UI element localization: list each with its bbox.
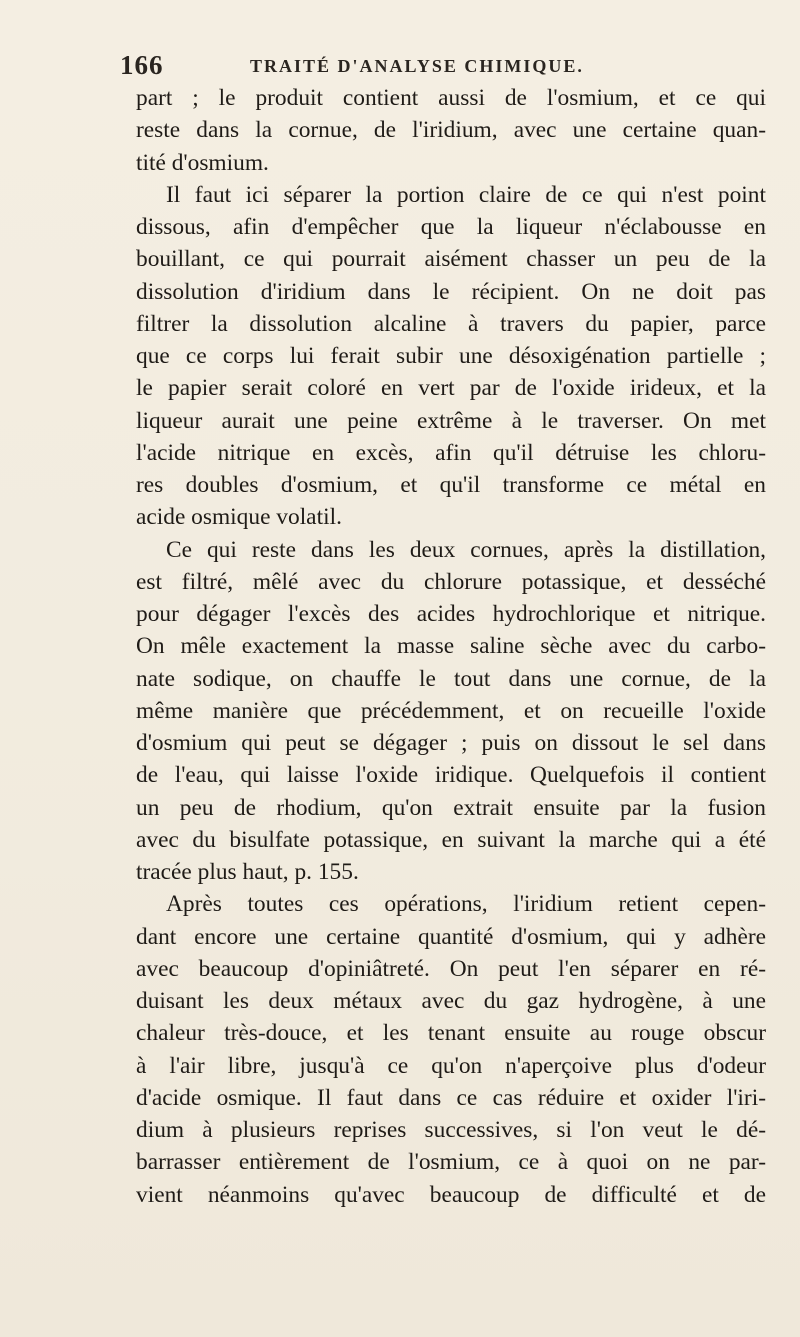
text-line: On mêle exactement la masse saline sèche avec du carbo- [136,633,766,660]
text-line: dant encore une certaine quantité d'osmium, qui y adhère [136,923,766,950]
text-line: l'acide nitrique en excès, afin qu'il détruise les chloru- [136,439,766,466]
text-line: vient néanmoins qu'avec beaucoup de difficulté et de [136,1181,766,1208]
page-number: 166 [120,50,164,80]
text-line: est filtré, mêlé avec du chlorure potassique, et desséché [136,568,766,595]
text-line: que ce corps lui ferait subir une désoxigénation partielle ; [136,343,766,369]
text-line: Il faut ici séparer la portion claire de ce qui n'est point [166,181,766,208]
page-header [120,50,740,84]
text-line: res doubles d'osmium, et qu'il transforme ce métal en [136,472,766,498]
running-title: TRAITÉ D'ANALYSE CHIMIQUE. [250,56,584,76]
text-line: acide osmique volatil. [136,504,342,531]
text-line: duisant les deux métaux avec du gaz hydrogène, à une [136,988,766,1014]
text-line: dium à plusieurs reprises successives, si l'on veut le dé- [136,1117,766,1143]
text-line: reste dans la cornue, de l'iridium, avec une certaine quan- [136,117,766,144]
text-line: dissolution d'iridium dans le récipient. On ne doit pas [136,278,766,305]
text-line: à l'air libre, jusqu'à ce qu'on n'aperçoive plus d'odeur [136,1052,766,1079]
text-line: d'acide osmique. Il faut dans ce cas réduire et oxider l'iri- [136,1084,766,1111]
text-line: Après toutes ces opérations, l'iridium retient cepen- [166,891,766,918]
text-line: bouillant, ce qui pourrait aisément chasser un peu de la [136,246,766,273]
text-line: Ce qui reste dans les deux cornues, après la distillation, [166,536,766,563]
text-line: tracée plus haut, p. 155. [136,859,359,885]
text-line: barrasser entièrement de l'osmium, ce à quoi on ne par- [136,1149,766,1176]
text-line: avec du bisulfate potassique, en suivant la marche qui a été [136,826,766,853]
text-line: d'osmium qui peut se dégager ; puis on dissout le sel dans [136,730,766,756]
text-line: dissous, afin d'empêcher que la liqueur n'éclabousse en [136,214,766,240]
text-line: avec beaucoup d'opiniâtreté. On peut l'en séparer en ré- [136,955,766,982]
text-line: le papier serait coloré en vert par de l'oxide irideux, et la [136,375,766,402]
text-line: filtrer la dissolution alcaline à travers du papier, parce [136,310,766,337]
text-line: liqueur aurait une peine extrême à le traverser. On met [136,407,766,434]
body-text [136,82,766,1211]
text-line: chaleur très-douce, et les tenant ensuite au rouge obscur [136,1020,766,1047]
text-line: part ; le produit contient aussi de l'osmium, et ce qui [136,85,766,111]
text-line: pour dégager l'excès des acides hydrochlorique et nitrique. [136,601,766,627]
text-line: nate sodique, on chauffe le tout dans une cornue, de la [136,665,766,692]
text-line: même manière que précédemment, et on recueille l'oxide [136,697,766,724]
text-line: de l'eau, qui laisse l'oxide iridique. Quelquefois il contient [136,762,766,789]
text-line: tité d'osmium. [136,149,269,176]
text-line: un peu de rhodium, qu'on extrait ensuite par la fusion [136,794,766,821]
